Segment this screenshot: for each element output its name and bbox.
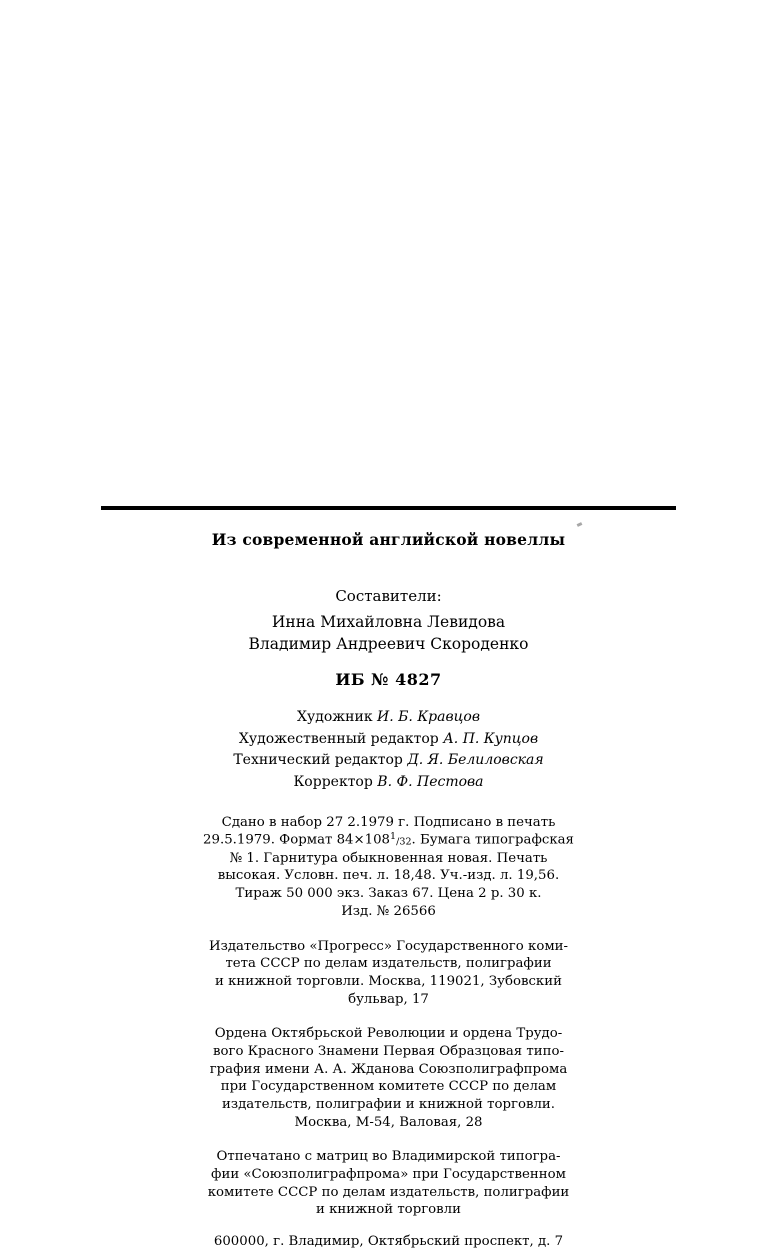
credit-row-proofreader: [101, 772, 676, 794]
credit-name: И. Б. Кравцов: [377, 708, 480, 725]
compilers-label: Составители:: [335, 587, 442, 605]
publisher-line: тета СССР по делам издательств, полиграфии: [225, 956, 552, 972]
credit-role: Художник: [297, 708, 373, 725]
book-title: Из современной английской новеллы: [211, 530, 566, 549]
credits-list: [101, 707, 676, 794]
technical-line-1: Сдано в набор 27 2.1979 г. Подписано в печать: [221, 814, 556, 830]
credit-role: Художественный редактор: [238, 730, 439, 747]
technical-line-5: Тираж 50 000 экз. Заказ 67. Цена 2 р. 30 к.: [235, 886, 542, 902]
credit-row-art-editor: [101, 729, 676, 751]
technical-details-block: [161, 814, 616, 921]
matrices-block: [156, 1148, 622, 1219]
matrices-line: фии «Союзполиграфпрома» при Государственном: [211, 1166, 566, 1182]
spacer: [101, 1008, 676, 1025]
matrices-line: Отпечатано с матриц во Владимирской типогра-: [216, 1149, 561, 1165]
printing-house-line: издательств, полиграфии и книжной торговли.: [221, 1096, 555, 1112]
spacer: [101, 689, 676, 707]
colophon-block: [101, 520, 676, 1251]
credit-row-artist: [101, 707, 676, 729]
spacer: [101, 549, 676, 587]
printing-house-line: вого Красного Знамени Первая Образцовая типо-: [213, 1043, 564, 1059]
ib-number: ИБ № 4827: [335, 669, 442, 689]
printing-house-line: Ордена Октябрьской Революции и ордена Трудо-: [214, 1026, 563, 1042]
format-fraction-denominator: 32: [399, 837, 412, 849]
printing-house-line: графия имени А. А. Жданова Союзполиграфпрома: [209, 1061, 568, 1077]
credit-role: Технический редактор: [233, 752, 403, 769]
publisher-line: Издательство «Прогресс» Государственного коми-: [208, 938, 569, 954]
horizontal-rule: [101, 506, 676, 510]
technical-line-4: высокая. Условн. печ. л. 18,48. Уч.-изд. л. 19,56.: [217, 868, 560, 884]
format-fraction-numerator: 1: [390, 831, 397, 843]
publisher-line: бульвар, 17: [348, 991, 429, 1007]
technical-line-2: [161, 831, 616, 849]
format-text: 29.5.1979. Формат 84×108: [203, 832, 391, 848]
spacer: [101, 921, 676, 938]
publisher-block: [158, 938, 620, 1009]
address-line: 600000, г. Владимир, Октябрьский проспект, д. 7: [213, 1233, 564, 1249]
matrices-line: комитете СССР по делам издательств, полиграфии: [207, 1184, 570, 1200]
paper-text: . Бумага типографская: [411, 832, 574, 848]
printing-house-block: [154, 1025, 624, 1131]
matrices-line: и книжной торговли: [316, 1202, 461, 1218]
credit-name: Д. Я. Белиловская: [407, 752, 544, 769]
credit-name: А. П. Купцов: [443, 730, 539, 747]
spacer: [101, 1219, 676, 1233]
compiler-name-1: Инна Михайловна Левидова: [271, 613, 506, 631]
credit-role: Корректор: [293, 774, 373, 790]
format-fraction-slash: /: [396, 837, 400, 849]
credit-row-technical-editor: [101, 750, 676, 772]
technical-line-6: Изд. № 26566: [341, 903, 436, 919]
spacer: [101, 656, 676, 670]
printing-house-line: при Государственном комитете СССР по делам: [220, 1079, 557, 1095]
printing-house-line: Москва, М-54, Валовая, 28: [294, 1114, 483, 1130]
credit-name: В. Ф. Пестова: [377, 774, 484, 790]
spacer: [101, 794, 676, 814]
technical-line-3: № 1. Гарнитура обыкновенная новая. Печать: [229, 850, 548, 866]
publisher-line: и книжной торговли. Москва, 119021, Зубовский: [215, 973, 562, 989]
compiler-name-2: Владимир Андреевич Скороденко: [248, 635, 529, 654]
spacer: [101, 1131, 676, 1148]
